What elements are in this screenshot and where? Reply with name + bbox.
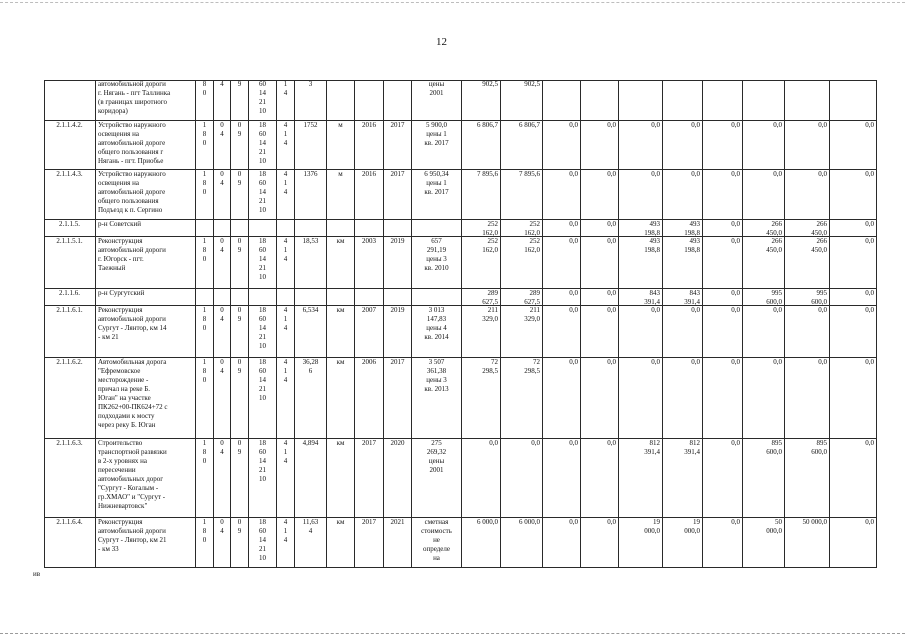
table-cell-cost — [412, 289, 462, 306]
table-cell-v4: 0,0 — [581, 306, 619, 358]
table-cell-d1 — [196, 289, 214, 306]
table-cell-year-end: 2017 — [384, 358, 412, 439]
table-cell-d2 — [214, 289, 231, 306]
table-cell-d5: 4 1 4 — [277, 121, 295, 170]
table-cell-v10: 0,0 — [830, 518, 877, 568]
table-cell-v5: 0,0 — [619, 358, 663, 439]
table-cell-d3: 0 9 — [231, 170, 249, 220]
table-cell-unit: км — [327, 237, 355, 289]
table-cell-v9 — [785, 80, 830, 121]
table-cell-v5: 0,0 — [619, 306, 663, 358]
table-cell-year-start: 2016 — [355, 170, 384, 220]
table-cell-name: Строительство транспортной развязки в 2-х уровнях на пересечении автомобильных дорог "Сургут - Когалым - гр.ХМАО" и "Сургут - Нижневартовск" — [96, 439, 196, 518]
table-cell-v10: 0,0 — [830, 289, 877, 306]
table-cell-d4 — [249, 220, 277, 237]
table-cell-name: Реконструкция автомобильной дороги Сургут - Лянтор, км 21 - км 33 — [96, 518, 196, 568]
table-cell-v10: 0,0 — [830, 170, 877, 220]
table-cell-code: 2.1.1.6.1. — [44, 306, 96, 358]
table-cell-year-start: 2016 — [355, 121, 384, 170]
table-cell-code: 2.1.1.5.1. — [44, 237, 96, 289]
table-cell-name: Автомобильная дорога "Ефремовское месторождение - причал на реке Б. Юган" на участке ПК262+00-ПК624+72 с подходами к мосту через реку Б. Юган — [96, 358, 196, 439]
table-cell-v4: 0,0 — [581, 439, 619, 518]
table-cell-v1: 211 329,0 — [462, 306, 501, 358]
table-cell-v10: 0,0 — [830, 220, 877, 237]
table-cell-v3: 0,0 — [543, 358, 581, 439]
table-cell-d2: 4 — [214, 80, 231, 121]
table-cell-d3: 0 9 — [231, 121, 249, 170]
table-cell-v5: 843 391,4 — [619, 289, 663, 306]
table-cell-v10: 0,0 — [830, 439, 877, 518]
table-cell-d3 — [231, 289, 249, 306]
table-cell-v1: 72 298,5 — [462, 358, 501, 439]
table-cell-d1: 1 8 0 — [196, 121, 214, 170]
table-cell-v5: 0,0 — [619, 121, 663, 170]
table-cell-v4: 0,0 — [581, 237, 619, 289]
table-cell-v10: 0,0 — [830, 306, 877, 358]
table-cell-unit: м — [327, 121, 355, 170]
table-cell-v9: 0,0 — [785, 121, 830, 170]
table-cell-v3 — [543, 80, 581, 121]
table-cell-v2: 289 627,5 — [501, 289, 543, 306]
table-cell-year-start — [355, 289, 384, 306]
table-cell-year-start: 2006 — [355, 358, 384, 439]
table-cell-v4: 0,0 — [581, 289, 619, 306]
table-cell-d3: 0 9 — [231, 237, 249, 289]
table-cell-cost: сметная стоимость не определе на — [412, 518, 462, 568]
table-cell-capacity: 4,894 — [295, 439, 327, 518]
table-cell-v5: 19 000,0 — [619, 518, 663, 568]
table-cell-d5: 1 4 — [277, 80, 295, 121]
table-cell-d1: 1 8 0 — [196, 306, 214, 358]
table-cell-v2: 252 162,0 — [501, 220, 543, 237]
table-cell-d5: 4 1 4 — [277, 237, 295, 289]
table-cell-v5: 493 198,8 — [619, 237, 663, 289]
table-cell-year-end: 2019 — [384, 237, 412, 289]
table-cell-v1: 902,5 — [462, 80, 501, 121]
table-cell-v9: 266 450,0 — [785, 237, 830, 289]
table-cell-unit: км — [327, 439, 355, 518]
table-cell-d3 — [231, 220, 249, 237]
table-cell-v3: 0,0 — [543, 289, 581, 306]
table-cell-d5: 4 1 4 — [277, 518, 295, 568]
table-cell-v2: 6 806,7 — [501, 121, 543, 170]
table-cell-year-start: 2003 — [355, 237, 384, 289]
table-cell-v10: 0,0 — [830, 237, 877, 289]
table-cell-code: 2.1.1.4.2. — [44, 121, 96, 170]
table-cell-code: 2.1.1.5. — [44, 220, 96, 237]
table-cell-d1: 8 0 — [196, 80, 214, 121]
table-cell-v2: 7 895,6 — [501, 170, 543, 220]
table-cell-d4: 18 60 14 21 10 — [249, 237, 277, 289]
table-cell-v8 — [743, 80, 785, 121]
table-cell-capacity: 1376 — [295, 170, 327, 220]
table-cell-v2: 211 329,0 — [501, 306, 543, 358]
table-cell-d5 — [277, 220, 295, 237]
table-cell-capacity: 3 — [295, 80, 327, 121]
table-cell-v9: 895 600,0 — [785, 439, 830, 518]
table-cell-d4: 18 60 14 21 10 — [249, 518, 277, 568]
table-cell-v3: 0,0 — [543, 237, 581, 289]
table-cell-v4: 0,0 — [581, 358, 619, 439]
table-cell-v6: 493 198,8 — [663, 237, 703, 289]
table-cell-v7: 0,0 — [703, 121, 743, 170]
table-cell-unit — [327, 289, 355, 306]
table-cell-v1: 252 162,0 — [462, 237, 501, 289]
table-cell-v3: 0,0 — [543, 170, 581, 220]
table-cell-year-end: 2019 — [384, 306, 412, 358]
table-cell-d1: 1 8 0 — [196, 439, 214, 518]
table-cell-v5: 0,0 — [619, 170, 663, 220]
table-cell-v6: 0,0 — [663, 170, 703, 220]
table-cell-v6: 19 000,0 — [663, 518, 703, 568]
table-cell-v7 — [703, 80, 743, 121]
table-cell-year-start — [355, 220, 384, 237]
table-cell-d4: 18 60 14 21 10 — [249, 439, 277, 518]
table-cell-v6: 843 391,4 — [663, 289, 703, 306]
table-cell-v3: 0,0 — [543, 439, 581, 518]
table-cell-v8: 895 600,0 — [743, 439, 785, 518]
table-cell-d4: 18 60 14 21 10 — [249, 121, 277, 170]
table-cell-v3: 0,0 — [543, 220, 581, 237]
table-cell-v1: 0,0 — [462, 439, 501, 518]
table-cell-v9: 0,0 — [785, 306, 830, 358]
table-cell-d4: 18 60 14 21 10 — [249, 306, 277, 358]
table-cell-v1: 289 627,5 — [462, 289, 501, 306]
table-cell-capacity: 36,28 6 — [295, 358, 327, 439]
table-cell-v8: 0,0 — [743, 170, 785, 220]
table-cell-v8: 0,0 — [743, 358, 785, 439]
table-cell-name: Устройство наружного освещения на автомобильной дороге общего пользования г Нягань - пгт. Приобье — [96, 121, 196, 170]
table-cell-name: Устройство наружного освещения на автомобильной дороге общего пользования Подъезд к п. Сергино — [96, 170, 196, 220]
table-cell-d5 — [277, 289, 295, 306]
table-cell-v8: 0,0 — [743, 306, 785, 358]
table-cell-d4: 60 14 21 10 — [249, 80, 277, 121]
table-cell-year-start — [355, 80, 384, 121]
table-cell-cost: 5 900,0 цены 1 кв. 2017 — [412, 121, 462, 170]
table-cell-d2: 0 4 — [214, 306, 231, 358]
table-cell-unit — [327, 80, 355, 121]
table-cell-d5: 4 1 4 — [277, 306, 295, 358]
table-cell-d5: 4 1 4 — [277, 439, 295, 518]
table-cell-d5: 4 1 4 — [277, 358, 295, 439]
table-cell-d1: 1 8 0 — [196, 518, 214, 568]
table-cell-year-end: 2021 — [384, 518, 412, 568]
table-cell-v3: 0,0 — [543, 121, 581, 170]
table-cell-d5: 4 1 4 — [277, 170, 295, 220]
table-cell-v5 — [619, 80, 663, 121]
table-cell-year-end — [384, 80, 412, 121]
table-cell-d3: 0 9 — [231, 518, 249, 568]
table-cell-v8: 0,0 — [743, 121, 785, 170]
table-cell-year-end — [384, 289, 412, 306]
table-cell-year-end: 2020 — [384, 439, 412, 518]
table-cell-cost: 6 950,34 цены 1 кв. 2017 — [412, 170, 462, 220]
table-cell-unit: км — [327, 518, 355, 568]
table-cell-d2: 0 4 — [214, 121, 231, 170]
table-cell-v2: 72 298,5 — [501, 358, 543, 439]
table-cell-d3: 0 9 — [231, 306, 249, 358]
table-cell-d3: 0 9 — [231, 358, 249, 439]
table-cell-v3: 0,0 — [543, 306, 581, 358]
table-cell-v6: 0,0 — [663, 306, 703, 358]
table-cell-v5: 493 198,8 — [619, 220, 663, 237]
table-cell-v2: 6 000,0 — [501, 518, 543, 568]
table-cell-code: 2.1.1.6. — [44, 289, 96, 306]
table-cell-name: Реконструкция автомобильной дороги г. Югорск - пгт. Таежный — [96, 237, 196, 289]
page-footnote: ив — [33, 570, 41, 578]
table-cell-v1: 6 000,0 — [462, 518, 501, 568]
table-cell-v4: 0,0 — [581, 220, 619, 237]
table-cell-v8: 266 450,0 — [743, 220, 785, 237]
table-cell-v9: 0,0 — [785, 170, 830, 220]
table-cell-v4: 0,0 — [581, 518, 619, 568]
scan-bottom-edge — [0, 633, 905, 634]
table-cell-v3: 0,0 — [543, 518, 581, 568]
table-cell-cost: 657 291,19 цены 3 кв. 2010 — [412, 237, 462, 289]
table-cell-cost: цены 2001 — [412, 80, 462, 121]
table-cell-v9: 50 000,0 — [785, 518, 830, 568]
table-cell-capacity — [295, 289, 327, 306]
table-cell-capacity: 11,63 4 — [295, 518, 327, 568]
table-cell-code: 2.1.1.6.3. — [44, 439, 96, 518]
table-cell-v4: 0,0 — [581, 170, 619, 220]
table-cell-v7: 0,0 — [703, 170, 743, 220]
table-cell-code: 2.1.1.6.4. — [44, 518, 96, 568]
table-cell-year-start: 2017 — [355, 518, 384, 568]
table-cell-v7: 0,0 — [703, 358, 743, 439]
table-cell-d1: 1 8 0 — [196, 358, 214, 439]
table-cell-v10: 0,0 — [830, 121, 877, 170]
table-cell-cost: 275 269,32 цены 2001 — [412, 439, 462, 518]
table-cell-v1: 7 895,6 — [462, 170, 501, 220]
table-cell-cost — [412, 220, 462, 237]
table-cell-v7: 0,0 — [703, 289, 743, 306]
table-cell-unit: км — [327, 306, 355, 358]
table-cell-v2: 252 162,0 — [501, 237, 543, 289]
table-cell-v5: 812 391,4 — [619, 439, 663, 518]
table-cell-cost: 3 507 361,38 цены 3 кв. 2013 — [412, 358, 462, 439]
table-cell-d2: 0 4 — [214, 358, 231, 439]
table-cell-v8: 266 450,0 — [743, 237, 785, 289]
table-cell-v7: 0,0 — [703, 439, 743, 518]
table-cell-d1: 1 8 0 — [196, 170, 214, 220]
table-cell-v2: 902,5 — [501, 80, 543, 121]
table-cell-v6: 812 391,4 — [663, 439, 703, 518]
table-cell-capacity: 6,534 — [295, 306, 327, 358]
table-cell-unit — [327, 220, 355, 237]
table-cell-code: 2.1.1.6.2. — [44, 358, 96, 439]
table-cell-v10: 0,0 — [830, 358, 877, 439]
table-cell-v9: 995 600,0 — [785, 289, 830, 306]
table-cell-name: автомобильной дороги г. Нягань - пгт Таллинка (в границах широтного коридора) — [96, 80, 196, 121]
table-cell-d4: 18 60 14 21 10 — [249, 170, 277, 220]
table-cell-year-start: 2017 — [355, 439, 384, 518]
table-cell-name: Реконструкция автомобильной дороги Сургут - Лянтор, км 14 - км 21 — [96, 306, 196, 358]
table-cell-year-start: 2007 — [355, 306, 384, 358]
table-cell-unit: км — [327, 358, 355, 439]
table-cell-d3: 9 — [231, 80, 249, 121]
table-cell-d2 — [214, 220, 231, 237]
table-cell-v8: 50 000,0 — [743, 518, 785, 568]
table-cell-name: р-н Сургутский — [96, 289, 196, 306]
page-number: 12 — [436, 36, 447, 48]
table-cell-year-end — [384, 220, 412, 237]
table-cell-unit: м — [327, 170, 355, 220]
table-cell-d2: 0 4 — [214, 237, 231, 289]
table-cell-year-end: 2017 — [384, 121, 412, 170]
table-cell-v6: 493 198,8 — [663, 220, 703, 237]
table-cell-v2: 0,0 — [501, 439, 543, 518]
table-cell-code: 2.1.1.4.3. — [44, 170, 96, 220]
table-cell-capacity: 1752 — [295, 121, 327, 170]
table-cell-v1: 252 162,0 — [462, 220, 501, 237]
table-cell-v9: 266 450,0 — [785, 220, 830, 237]
table-cell-v4: 0,0 — [581, 121, 619, 170]
table-cell-v6: 0,0 — [663, 358, 703, 439]
table-cell-v8: 995 600,0 — [743, 289, 785, 306]
table-cell-capacity: 18,53 — [295, 237, 327, 289]
table-cell-name: р-н Советский — [96, 220, 196, 237]
table-cell-d3: 0 9 — [231, 439, 249, 518]
table-cell-v6 — [663, 80, 703, 121]
table-cell-code — [44, 80, 96, 121]
table-cell-d1: 1 8 0 — [196, 237, 214, 289]
table-cell-d2: 0 4 — [214, 170, 231, 220]
table-cell-v9: 0,0 — [785, 358, 830, 439]
table-cell-d1 — [196, 220, 214, 237]
table-cell-cost: 3 013 147,83 цены 4 кв. 2014 — [412, 306, 462, 358]
table-cell-v7: 0,0 — [703, 220, 743, 237]
table-cell-d4: 18 60 14 21 10 — [249, 358, 277, 439]
table-cell-v7: 0,0 — [703, 237, 743, 289]
table-cell-v6: 0,0 — [663, 121, 703, 170]
table-cell-d2: 0 4 — [214, 439, 231, 518]
table-cell-d2: 0 4 — [214, 518, 231, 568]
table-cell-capacity — [295, 220, 327, 237]
table-cell-v4 — [581, 80, 619, 121]
table-cell-d4 — [249, 289, 277, 306]
table-cell-v10 — [830, 80, 877, 121]
table-cell-year-end: 2017 — [384, 170, 412, 220]
table-cell-v7: 0,0 — [703, 518, 743, 568]
table-cell-v7: 0,0 — [703, 306, 743, 358]
table-cell-v1: 6 806,7 — [462, 121, 501, 170]
